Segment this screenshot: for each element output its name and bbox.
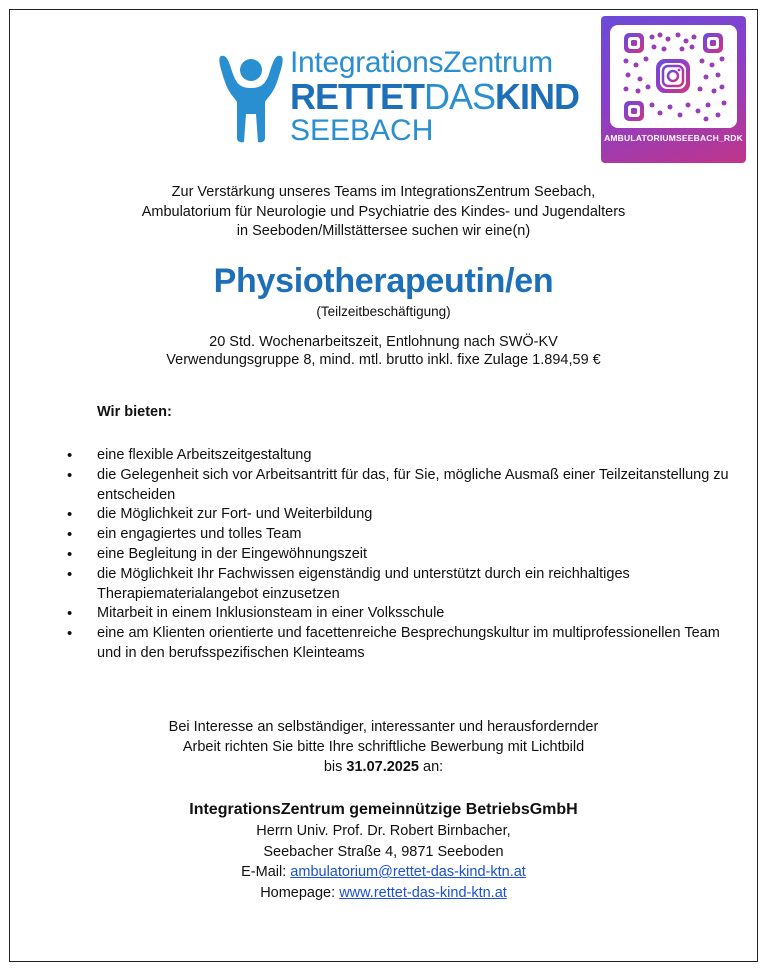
logo-line-integrationszentrum: IntegrationsZentrum	[290, 46, 553, 79]
offers-list	[60, 446, 740, 664]
organization-logo	[217, 46, 587, 146]
qr-pattern-icon	[610, 25, 737, 128]
qr-code	[610, 25, 737, 128]
contact-person: Herrn Univ. Prof. Dr. Robert Birnbacher,	[256, 823, 511, 839]
application-deadline: 31.07.2025	[346, 759, 419, 775]
contact-email-line: E-Mail: ambulatorium@rettet-das-kind-ktn.at	[241, 864, 526, 880]
list-item: • die Gelegenheit sich vor Arbeitsantritt für das, für Sie, mögliche Ausmaß einer Teilzeitanstellung zu entscheiden	[60, 466, 740, 506]
application-instructions: Bei Interesse an selbständiger, interessanter und herausfordernder Arbeit richten Sie bitte Ihre schriftliche Bewerbung mit Lichtbild bis 31.07.2025 an:	[168, 719, 599, 775]
list-item: • eine flexible Arbeitszeitgestaltung	[60, 446, 740, 466]
company-name: IntegrationsZentrum gemeinnützige BetriebsGmbH	[189, 801, 578, 818]
contact-address	[0, 821, 767, 903]
list-item: • eine Begleitung in der Eingewöhnungszeit	[60, 545, 740, 565]
job-subtitle: (Teilzeitbeschäftigung)	[316, 304, 451, 319]
logo-line-rettet-das-kind: RETTETDASKIND	[290, 76, 580, 117]
contact-homepage-line: Homepage: www.rettet-das-kind-ktn.at	[260, 884, 507, 901]
job-title: Physiotherapeutin/en	[213, 262, 554, 300]
list-item: • die Möglichkeit Ihr Fachwissen eigenständig und unterstützt durch ein reichhaltiges Therapiematerialangebot einzusetzen	[60, 565, 740, 605]
instagram-qr-card[interactable]	[601, 16, 746, 163]
child-figure-icon	[217, 50, 285, 144]
contact-street: Seebacher Straße 4, 9871 Seeboden	[263, 843, 504, 860]
intro-text: Zur Verstärkung unseres Teams im IntegrationsZentrum Seebach, Ambulatorium für Neurologie und Psychiatrie des Kindes- und Jugendalters in Seeboden/Millstättersee suchen wir eine(n)	[141, 184, 626, 239]
list-item: • eine am Klienten orientierte und facettenreiche Besprechungskultur im multiprofessionellen Team und in den berufsspezifischen Kleinteams	[60, 624, 740, 664]
logo-line-seebach: SEEBACH	[290, 114, 434, 147]
homepage-link[interactable]: www.rettet-das-kind-ktn.at	[339, 884, 507, 901]
email-link[interactable]: ambulatorium@rettet-das-kind-ktn.at	[290, 864, 526, 880]
list-item: • die Möglichkeit zur Fort- und Weiterbildung	[60, 505, 740, 525]
job-terms: 20 Std. Wochenarbeitszeit, Entlohnung nach SWÖ-KV Verwendungsgruppe 8, mind. mtl. brutto inkl. fixe Zulage 1.894,59 €	[166, 334, 601, 368]
instagram-handle: AMBULATORIUMSEEBACH_RDK	[604, 133, 743, 143]
offers-heading: Wir bieten:	[97, 404, 172, 420]
list-item: • Mitarbeit in einem Inklusionsteam in einer Volksschule	[60, 604, 740, 624]
list-item: • ein engagiertes und tolles Team	[60, 525, 740, 545]
